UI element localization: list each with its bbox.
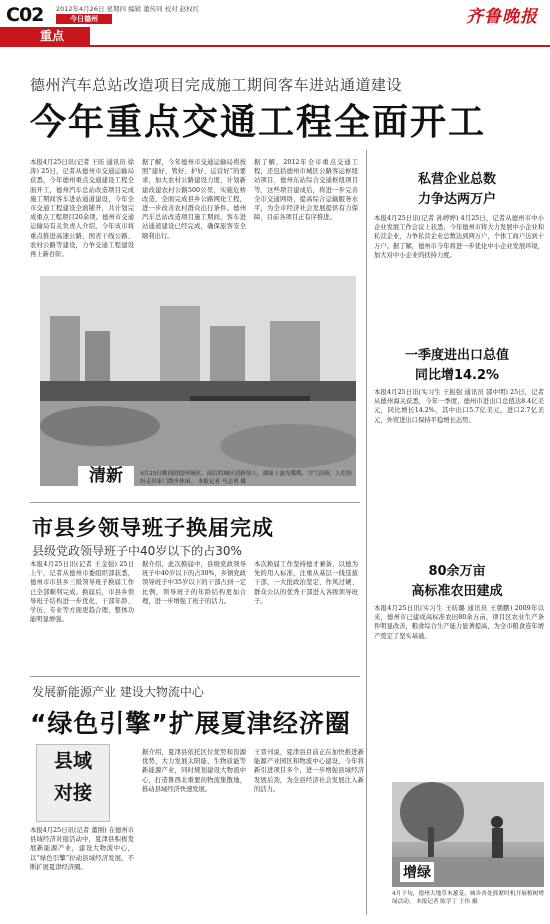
sidebar-story3-title1: 80余万亩 bbox=[428, 564, 486, 579]
article1-subtitle: 德州汽车总站改造项目完成施工期间客车进站通道建设 bbox=[30, 76, 403, 94]
sidebar-story2-text: 本报4月25日讯(实习生 王振强 通讯员 邵中明) 25日，记者从德州海关获悉，今年一季度，德州市进出口总值达8.4亿美元，同比增长14.2%，其中出口5.7亿美元，进口2.7亿美元，外贸进出口保持平稳增长态势。 bbox=[374, 389, 544, 424]
article2-col2: 据介绍，此次换届中，县级党政领导班子中40岁以下的占30%，乡镇党政领导班子中35岁以下的干部占到一定比例，领导班子的年龄结构更加合理，进一步增强了班子的活力。 bbox=[142, 561, 246, 605]
sidebar-story1-title1: 私营企业总数 bbox=[417, 172, 496, 187]
article2-col3: 本次换届工作坚持德才兼备、以德为先的用人标准，注重从基层一线选拔干部，一大批政治坚定、作风过硬、群众公认的优秀干部进入各级领导班子。 bbox=[254, 561, 358, 605]
section-title: 重点 bbox=[0, 27, 90, 45]
county-box-line1: 县域 bbox=[53, 750, 92, 772]
sidebar-story2-title2: 同比增14.2% bbox=[414, 368, 500, 383]
article1-col2: 据了解，今年德州市交通运输局将按照“建好、管好、护好、运营好”的要求，加大农村公路建设力度，计划新建改建农村公路500公里，实施危桥改造，全面完成县乡公路网化工程，进一步改善农村群众出行条件。德州汽车总站改造项目施工期间，客车进站通道建设已经完成，确保旅客安全顺利出行。 bbox=[142, 159, 246, 240]
page-code: C02 bbox=[6, 4, 44, 26]
section-divider bbox=[30, 676, 360, 677]
article3-title: “绿色引擎”扩展夏津经济圈 bbox=[30, 709, 351, 738]
photo1-tag: 清新 bbox=[78, 466, 134, 486]
article3-subtitle: 发展新能源产业 建设大物流中心 bbox=[32, 685, 204, 699]
header-divider bbox=[0, 45, 550, 47]
photo2-tag: 增绿 bbox=[400, 862, 434, 882]
article3-col1: 本报4月25日讯(记者 董刚) 在德州市县域经济对接活动中，夏津县积极发展新能源产业，建设大物流中心，以“绿色引擎”拉动县域经济发展，不断扩展夏津经济圈。 bbox=[30, 827, 134, 871]
sidebar-divider bbox=[366, 150, 367, 915]
sidebar-story3-title2: 高标准农田建成 bbox=[411, 584, 503, 599]
article2-subtitle: 县级党政领导班子中40岁以下的占30% bbox=[32, 544, 242, 558]
newspaper-logo: 齐鲁晚报 bbox=[466, 7, 538, 27]
article2-title: 市县乡领导班子换届完成 bbox=[32, 516, 274, 540]
article1-col1: 本报4月25日讯(记者 王昉 通讯员 徐涛) 25日，记者从德州市交通运输局获悉，今年德州重点交通建设工程全面开工，德州汽车总站改造项目完成施工期间客车进站通道建设，今年全市交通工程建设全面铺开，共计划完成重点工程项目20余项。德州市交通运输局有关负责人介绍，今年该市将重点推进高速公路、国省干线公路、农村公路等建设，力争交通工程建设再上新台阶。 bbox=[30, 159, 134, 259]
sidebar-story3-text: 本报4月25日讯(实习生 王昉璐 通讯员 王朝鹏) 2009年以来，德州市已建成高标准农田80余万亩，项目区农业生产条件明显改善，粮食综合生产能力显著提高，为全市粮食连年增产奠定了坚实基础。 bbox=[374, 605, 544, 640]
page-meta: 2012年4月26日 星期四 编辑 董传同 校对 赵权红 bbox=[56, 5, 200, 13]
county-column-box bbox=[36, 744, 110, 822]
photo2-caption: 4月下旬，德州大地草木葱茏，城乡各处抓紧时机开展植树增绿活动。 本报记者 陈学丁 王伟 摄 bbox=[392, 891, 544, 905]
city-lake-image bbox=[40, 276, 356, 486]
county-box-line2: 对接 bbox=[53, 782, 92, 804]
article3-col2: 据介绍，夏津县依托区位优势和资源优势，大力发展太阳能、生物质能等新能源产业，同时规划建设大物流中心，打造鲁西北重要的物流集散地，推动县域经济快速发展。 bbox=[142, 749, 246, 793]
sidebar-story1-text: 本报4月25日讯(记者 孙婷婷) 4月25日，记者从德州市中小企业发展工作会议上获悉，今年德州市将大力发展中小企业和私营企业，力争私营企业总数达到两万户，个体工商户达到十万户。据了解，德州市今年将进一步优化中小企业发展环境，加大对中小企业的扶持力度。 bbox=[374, 215, 544, 259]
section-tag: 今日德州 bbox=[56, 14, 112, 24]
article2-col1: 本报4月25日讯(记者 王金强) 25日上午，记者从德州市委组织部获悉，德州市市县乡三级领导班子换届工作已全部顺利完成。换届后，市县乡领导班子结构进一步优化，干部年龄、学历、专业等方面更趋合理，整体功能明显增强。 bbox=[30, 561, 134, 624]
article3-col3: 王晋刊说，夏津县目前正在加快推进新能源产业园区和物流中心建设，今年将新引进项目多个，进一步增强县域经济发展后劲，为全县经济社会发展注入新的活力。 bbox=[254, 749, 364, 793]
photo1-caption: 4月25日晚间的德州城区，雨后的城区清新怡人，湖面上波光粼粼，空气清新，人们纷纷走出家门散步休闲。 本报记者 马志勇 摄 bbox=[140, 471, 353, 485]
article1-col3: 据了解，2012年全市重点交通工程，还包括德州市城区公路客运枢纽站项目、德州东站综合交通枢纽项目等，这些项目建成后，将进一步完善全市交通网络，提高综合运输服务水平，为全市经济社会发展提供有力保障，目前各项目正有序推进。 bbox=[254, 159, 358, 222]
sidebar-story1-title2: 力争达两万户 bbox=[417, 192, 496, 207]
city-lake-photo bbox=[40, 276, 356, 486]
section-divider bbox=[30, 502, 360, 503]
article1-title: 今年重点交通工程全面开工 bbox=[30, 102, 487, 143]
sidebar-story2-title1: 一季度进出口总值 bbox=[404, 348, 509, 363]
